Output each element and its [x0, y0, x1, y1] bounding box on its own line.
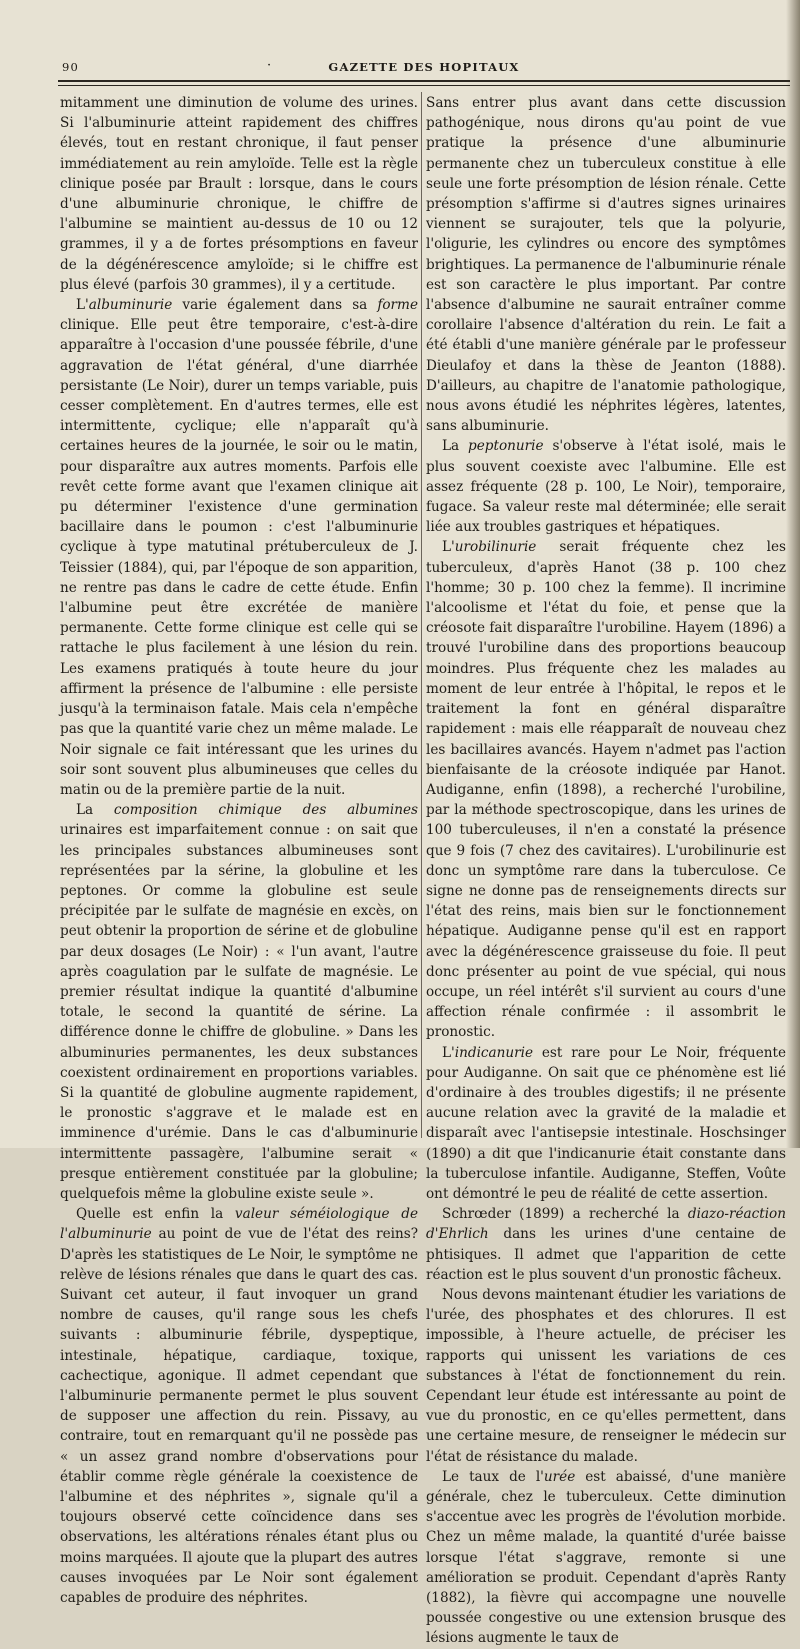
emphasis-term: albuminurie [88, 297, 173, 314]
emphasis-term: valeur séméiologique de l'albuminurie [60, 1206, 419, 1243]
paragraph-text: est abaissé, d'une manière générale, chez le tuberculeux. Cette diminution s'accentue avec les progrès de l'évolution morbide. Chez un même malade, la quantité d'urée baisse lorsque l'état s'aggrave, remonte si une amélioration se produit. Cependant d'après Ranty (1882), la fièvre qui accompagne une nouvelle poussée congestive ou une extension brusque des lésions augmente le taux de [426, 1468, 786, 1647]
paragraph [426, 436, 786, 537]
paragraph-text: mitamment une diminution de volume des urines. Si l'albuminurie atteint rapidement des chiffres élevés, tout en restant chronique, il faut penser immédiatement au rein amyloïde. Telle est la règle clinique posée par Brault : lorsque, dans le cours d'une albuminurie chronique, le chiffre de l'albumine se maintient au-dessus de 10 ou 12 grammes, il y a de fortes présomptions en faveur de la dégénérescence amyloïde; si le chiffre est plus élevé (parfois 30 grammes), il y a certitude. [60, 95, 418, 293]
paragraph [426, 93, 786, 436]
page-header [58, 58, 790, 78]
paragraph-text: Quelle est enfin la [76, 1206, 235, 1223]
emphasis-term: composition chimique des albumines [113, 802, 419, 819]
paragraph-text: serait fréquente chez les tuberculeux, d'après Hanot (38 p. 100 chez l'homme; 30 p. 100 chez la femme). Il incrimine l'alcoolisme et l'état du foie, et pense que la créosote fait disparaître l'urobiline. Hayem (1896) a trouvé l'urobiline dans des proportions beaucoup moindres. Plus fréquente chez les malades au moment de leur entrée à l'hôpital, le repos et le traitement la font en général disparaître rapidement : mais elle réapparaît de nouveau chez les bacillaires avancés. Hayem n'admet pas l'action bienfaisante de la créosote indiquée par Hanot. Audiganne, enfin (1898), a recherché l'urobiline, par la méthode spectroscopique, dans les urines de 100 tuberculeuses, il n'en a constaté la présence que 9 fois (7 chez des cavitaires). L'urobilinurie est donc un symptôme rare dans la tuberculose. Ce signe ne donne pas de renseignements directs sur l'état des reins, mais bien sur le fonctionnement hépatique. Audiganne pense qu'il est en rapport avec la dégénérescence graisseuse du foie. Il peut donc présenter au point de vue spécial, qui nous occupe, un réel intérêt s'il survient au cours d'une affection rénale confirmée : il assombrit le pronostic. [426, 539, 786, 1041]
paragraph-text: urinaires est imparfaitement connue : on sait que les principales substances albumineuses sont représentées par la sérine, la globuline et les peptones. Or comme la globuline est seule précipitée par le sulfate de magnésie en excès, on peut obtenir la proportion de sérine et de globuline par deux dosages (Le Noir) : « l'un avant, l'autre après coagulation par le sulfate de magnésie. Le premier résultat indique la quantité d'albumine totale, le second la quantité de sérine. La différence donne le chiffre de globuline. » Dans les albuminuries permanentes, les deux substances coexistent ordinairement en proportions variables. Si la quantité de globuline augmente rapidement, le pronostic s'aggrave et le malade est en imminence d'urémie. Dans le cas d'albuminurie intermittente passagère, l'albumine serait « presque entièrement constituée par la globuline; quelquefois même la globuline existe seule ». [60, 822, 418, 1202]
paragraph [60, 800, 418, 1204]
paragraph [426, 1043, 786, 1205]
paragraph-text: La [76, 802, 114, 819]
paragraph-text: L' [442, 1044, 455, 1061]
paragraph-text: Nous devons maintenant étudier les variations de l'urée, des phosphates et des chlorures. Il est impossible, à l'heure actuelle, de préciser les rapports qui unissent les variations de ces substances à l'état de fonctionnement du rein. Cependant leur étude est intéressante au point de vue du pronostic, en ce qu'elles permettent, dans une certaine mesure, de renseigner le médecin sur l'état de résistance du malade. [426, 1286, 786, 1465]
paragraph [60, 1204, 418, 1608]
header-separator: · [267, 58, 273, 73]
emphasis-term: urée [543, 1468, 576, 1485]
emphasis-term: peptonurie [468, 438, 544, 455]
emphasis-term: indicanurie [454, 1044, 534, 1061]
paragraph-text: Schrœder (1899) a recherché la [442, 1206, 688, 1223]
emphasis-term: forme [377, 297, 418, 314]
left-column [60, 93, 418, 1608]
emphasis-term: urobilinurie [454, 539, 537, 556]
paragraph-text: La [442, 438, 469, 455]
paragraph [426, 1285, 786, 1467]
column-divider [421, 92, 422, 1138]
paragraph-text: Sans entrer plus avant dans cette discussion pathogénique, nous dirons qu'au point de vue pratique la présence d'une albuminurie permanente chez un tuberculeux constitue à elle seule une forte présomption de lésion rénale. Cette présomption s'affirme si d'autres signes urinaires viennent se surajouter, tels que la polyurie, l'oligurie, les cylindres ou encore des symptômes brightiques. La permanence de l'albuminurie rénale est son caractère le plus important. Par contre l'absence d'albumine ne saurait entraîner comme corollaire l'absence d'altération du rein. Le fait a été établi d'une manière générale par le professeur Dieulafoy et dans la thèse de Jeanton (1888). D'ailleurs, au chapitre de l'anatomie pathologique, nous avons étudié les néphrites légères, latentes, sans albuminurie. [426, 95, 786, 435]
header-rule-thin [58, 85, 790, 86]
paragraph [426, 1467, 786, 1649]
emphasis-term: diazo-réaction d'Ehrlich [426, 1206, 786, 1243]
paragraph-text: Le taux de l' [442, 1468, 544, 1485]
paragraph-text: au point de vue de l'état des reins? D'après les statistiques de Le Noir, le symptôme ne relève de lésions rénales que dans le quart des cas. Suivant cet auteur, il faut invoquer un grand nombre de causes, qu'il range sous les chefs suivants : albuminurie fébrile, dyspeptique, intestinale, hépatique, cardiaque, toxique, cachectique, agonique. Il admet cependant que l'albuminurie permanente permet le plus souvent de supposer une affection du rein. Pissavy, au contraire, tout en remarquant qu'il ne possède pas « un assez grand nombre d'observations pour établir comme règle générale la coexistence de l'albumine et des néphrites », signale qu'il a toujours observé cette coïncidence dans ses observations, les altérations rénales étant plus ou moins marquées. Il ajoute que la plupart des autres causes invoquées par Le Noir sont également capables de produire des néphrites. [60, 1226, 418, 1607]
paragraph-text: est rare pour Le Noir, fréquente pour Audiganne. On sait que ce phénomène est lié d'ordinaire à des troubles digestifs; il ne présente aucune relation avec la gravité de la maladie et disparaît avec l'antisepsie intestinale. Hoschsinger (1890) a dit que l'indicanurie était constante dans la tuberculose infantile. Audiganne, Steffen, Voûte ont démontré le peu de réalité de cette assertion. [426, 1044, 786, 1202]
journal-title: GAZETTE DES HOPITAUX [328, 60, 520, 74]
right-column [426, 93, 786, 1649]
paragraph-text: L' [76, 297, 89, 314]
paragraph [426, 1204, 786, 1285]
paragraph-text: s'observe à l'état isolé, mais le plus souvent coexiste avec l'albumine. Elle est assez fréquente (28 p. 100, Le Noir), temporaire, fugace. Sa valeur reste mal déterminée; elle serait liée aux troubles gastriques et hépatiques. [426, 438, 787, 536]
paragraph-text: L' [442, 539, 455, 556]
paragraph [426, 537, 786, 1042]
page-number: 90 [62, 60, 80, 74]
paragraph-text: varie également dans sa [172, 297, 378, 314]
paragraph-text: dans les urines d'une centaine de phtisiques. Il admet que l'apparition de cette réaction est le plus souvent d'un pronostic fâcheux. [426, 1226, 786, 1283]
paragraph [60, 295, 418, 800]
header-rule-thick [58, 80, 790, 82]
paragraph [60, 93, 418, 295]
binding-shadow [786, 0, 800, 1148]
paragraph-text: clinique. Elle peut être temporaire, c'est-à-dire apparaître à l'occasion d'une poussée fébrile, d'une aggravation de l'état général, d'une diarrhée persistante (Le Noir), durer un temps variable, puis cesser complètement. En d'autres termes, elle est intermittente, cyclique; elle n'apparaît qu'à certaines heures de la journée, le soir ou le matin, pour disparaître aux autres moments. Parfois elle revêt cette forme avant que l'examen clinique ait pu déterminer l'existence d'une germination bacillaire dans le poumon : c'est l'albuminurie cyclique à type matutinal prétuberculeux de J. Teissier (1884), qui, par l'époque de son apparition, ne rentre pas dans le cadre de cette étude. Enfin l'albumine peut être excrétée de manière permanente. Cette forme clinique est celle qui se rattache le plus facilement à une lésion du rein. Les examens pratiqués à toute heure du jour affirment la présence de l'albumine : elle persiste jusqu'à la terminaison fatale. Mais cela n'empêche pas que la quantité varie chez un même malade. Le Noir signale ce fait intéressant que les urines du soir sont souvent plus albumineuses que celles du matin ou de la première partie de la nuit. [60, 317, 418, 798]
